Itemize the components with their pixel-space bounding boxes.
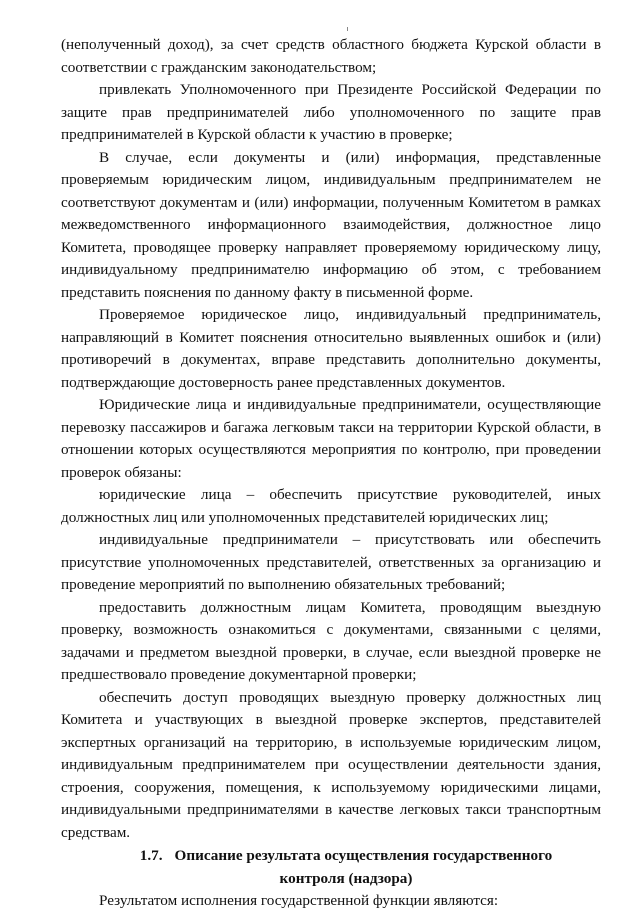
scan-mark: [347, 27, 348, 31]
paragraph-5: Юридические лица и индивидуальные предприниматели, осуществляющие перевозку пассажиров и багажа легковым такси на территории Курской области, в отношении которых осуществляются мероприятия по контролю, при проведении проверок обязаны:: [61, 396, 601, 481]
paragraph-7: индивидуальные предприниматели – присутствовать или обеспечить присутствие уполномоченных представителей, ответственных за организацию и проведение мероприятий по выполнению обязательных требований;: [61, 531, 601, 593]
paragraph-1: (неполученный доход), за счет средств областного бюджета Курской области в соответствии с гражданским законодательством;: [61, 36, 601, 76]
section-heading: [61, 845, 601, 890]
document-page: [61, 34, 601, 913]
paragraph-2: привлекать Уполномоченного при Президенте Российской Федерации по защите прав предпринимателей либо уполномоченного по защите прав предпринимателей в Курской области к участию в проверке;: [61, 81, 601, 143]
closing-paragraph: Результатом исполнения государственной функции являются:: [99, 892, 499, 909]
paragraph-8: предоставить должностным лицам Комитета, проводящим выездную проверку, возможность ознакомиться с документами, связанными с целями, задачами и предметом выездной проверки, в случае, если выездной проверке не предшествовало проведение документарной проверки;: [61, 598, 601, 683]
section-title: Описание результата осуществления государственного контроля (надзора): [174, 847, 553, 887]
paragraph-6: юридические лица – обеспечить присутствие руководителей, иных должностных лиц или уполномоченных представителей юридических лиц;: [61, 486, 601, 526]
section-number: 1.7.: [139, 847, 163, 864]
paragraph-4: Проверяемое юридическое лицо, индивидуальный предприниматель, направляющий в Комитет пояснения относительно выявленных ошибок и (или) противоречий в документах, вправе представить дополнительно документы, подтверждающие достоверность ранее представленных документов.: [61, 306, 601, 391]
paragraph-9: обеспечить доступ проводящих выездную проверку должностных лиц Комитета и участвующих в выездной проверке экспертов, представителей экспертных организаций на территорию, в используемые юридическим лицом, индивидуальным предпринимателем при осуществлении деятельности здания, строения, сооружения, помещения, к используемому юридическими лицами, индивидуальными предпринимателями в качестве легковых такси транспортным средствам.: [61, 688, 601, 841]
paragraph-3: В случае, если документы и (или) информация, представленные проверяемым юридическим лицом, индивидуальным предпринимателем не соответствуют документам и (или) информации, полученным Комитетом в рамках межведомственного информационного взаимодействия, должностное лицо Комитета, проводящее проверку направляет проверяемому юридическому лицу, индивидуальному предпринимателю информацию об этом, с требованием представить пояснения по данному факту в письменной форме.: [61, 148, 601, 301]
